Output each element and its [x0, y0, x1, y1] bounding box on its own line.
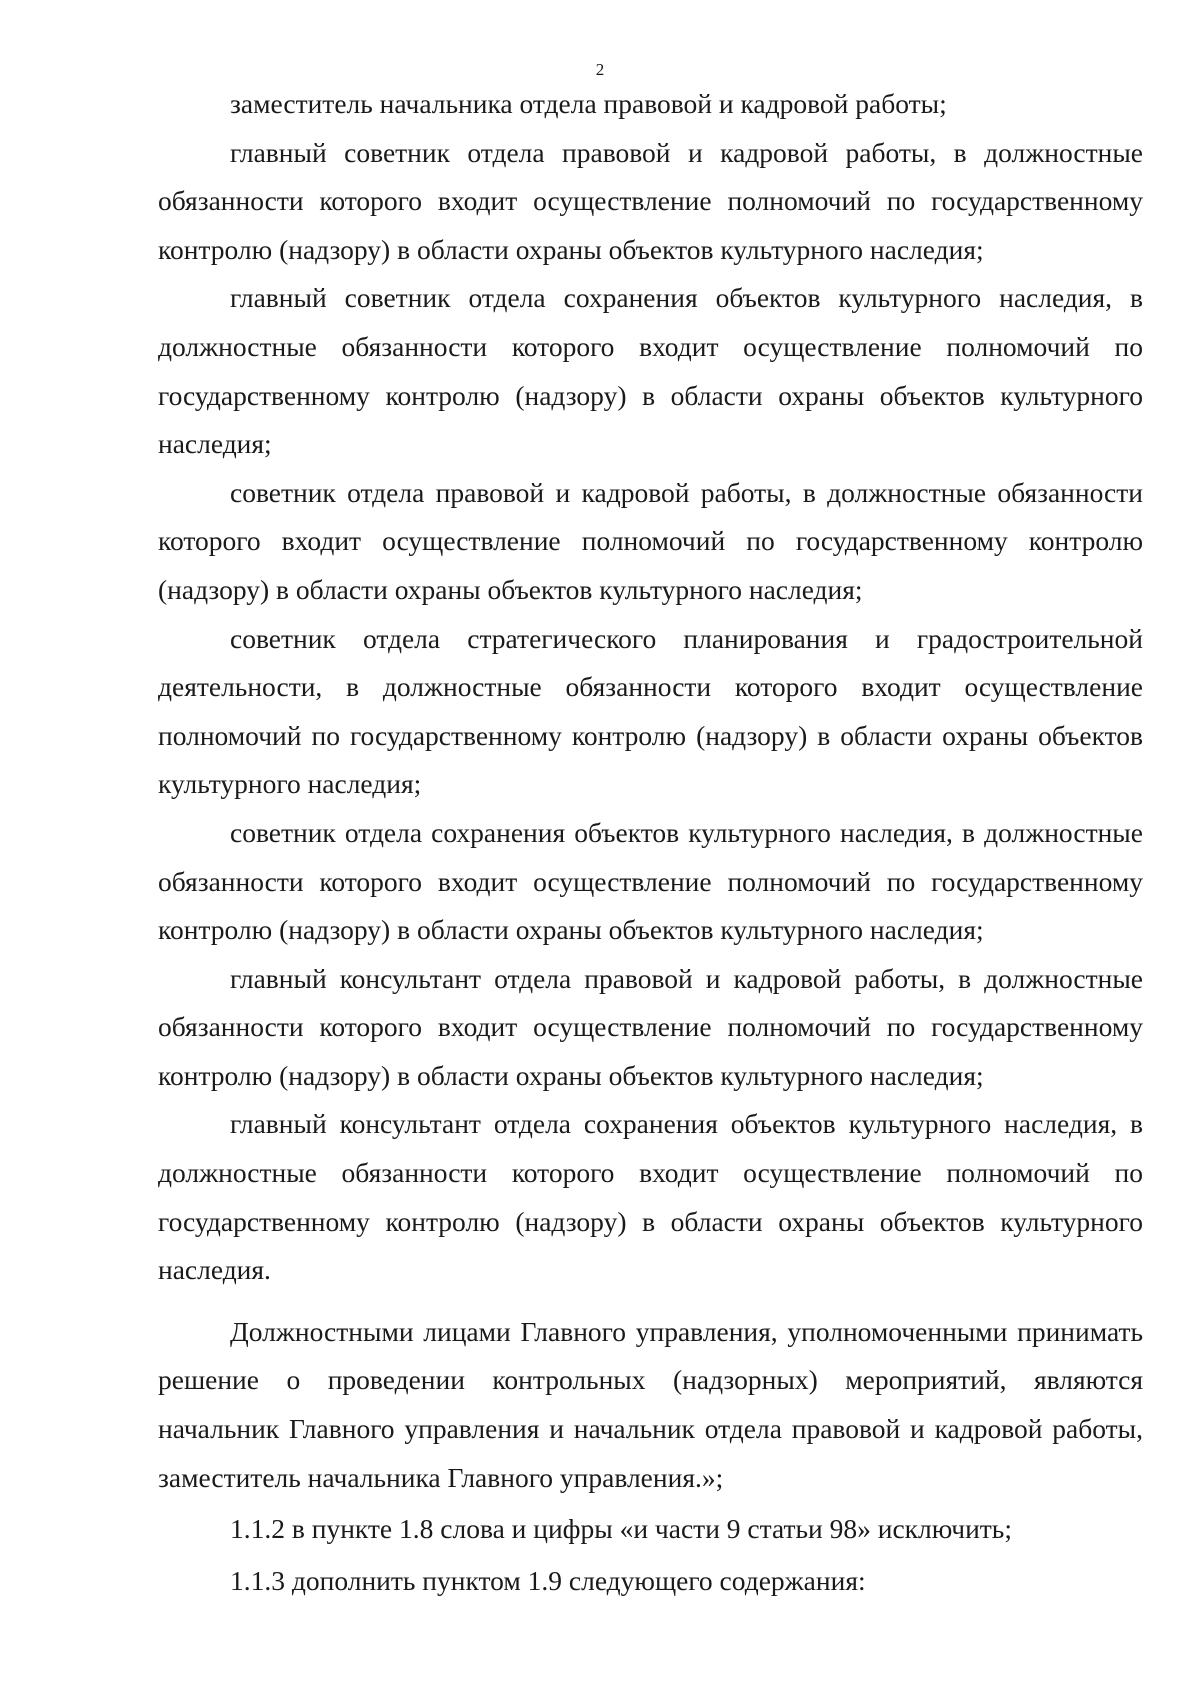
paragraph-item-1-1-3: 1.1.3 дополнить пунктом 1.9 следующего содержания: [230, 1564, 866, 1596]
paragraph-item-1-1-2: 1.1.2 в пункте 1.8 слова и цифры «и части 9 статьи 98» исключить; [230, 1513, 1012, 1545]
paragraph-advisor-legal: советник отдела правовой и кадровой работы, в должностные обязанности которого входит осуществление полномочий по государственному контролю (надзору) в области охраны объектов культурного наследия; [158, 476, 1143, 605]
paragraph-chief-advisor-heritage: главный советник отдела сохранения объектов культурного наследия, в должностные обязанности которого входит осуществление полномочий по государственному контролю (надзору) в области охраны объектов культурного наследия; [158, 282, 1143, 460]
paragraph-chief-consultant-legal: главный консультант отдела правовой и кадровой работы, в должностные обязанности которого входит осуществление полномочий по государственному контролю (надзору) в области охраны объектов культурного наследия; [158, 962, 1143, 1091]
paragraph-chief-advisor-legal: главный советник отдела правовой и кадровой работы, в должностные обязанности которого входит осуществление полномочий по государственному контролю (надзору) в области охраны объектов культурного наследия; [158, 136, 1143, 265]
page-number: 2 [595, 60, 605, 79]
document-body [158, 80, 1143, 1605]
paragraph-advisor-heritage: советник отдела сохранения объектов культурного наследия, в должностные обязанности которого входит осуществление полномочий по государственному контролю (надзору) в области охраны объектов культурного наследия; [158, 816, 1143, 946]
paragraph-chief-consultant-heritage: главный консультант отдела сохранения объектов культурного наследия, в должностные обязанности которого входит осуществление полномочий по государственному контролю (надзору) в области охраны объектов культурного наследия. [158, 1108, 1143, 1286]
paragraph-officials-decision: Должностными лицами Главного управления, уполномоченными принимать решение о проведении контрольных (надзорных) мероприятий, являются начальник Главного управления и начальник отдела правовой и кадровой работы, заместитель начальника Главного управления.»; [158, 1315, 1143, 1493]
paragraph-deputy-head: заместитель начальника отдела правовой и кадровой работы; [230, 88, 947, 119]
paragraph-advisor-planning: советник отдела стратегического планирования и градостроительной деятельности, в должностные обязанности которого входит осуществление полномочий по государственному контролю (надзору) в области охраны объектов культурного наследия; [158, 622, 1143, 800]
